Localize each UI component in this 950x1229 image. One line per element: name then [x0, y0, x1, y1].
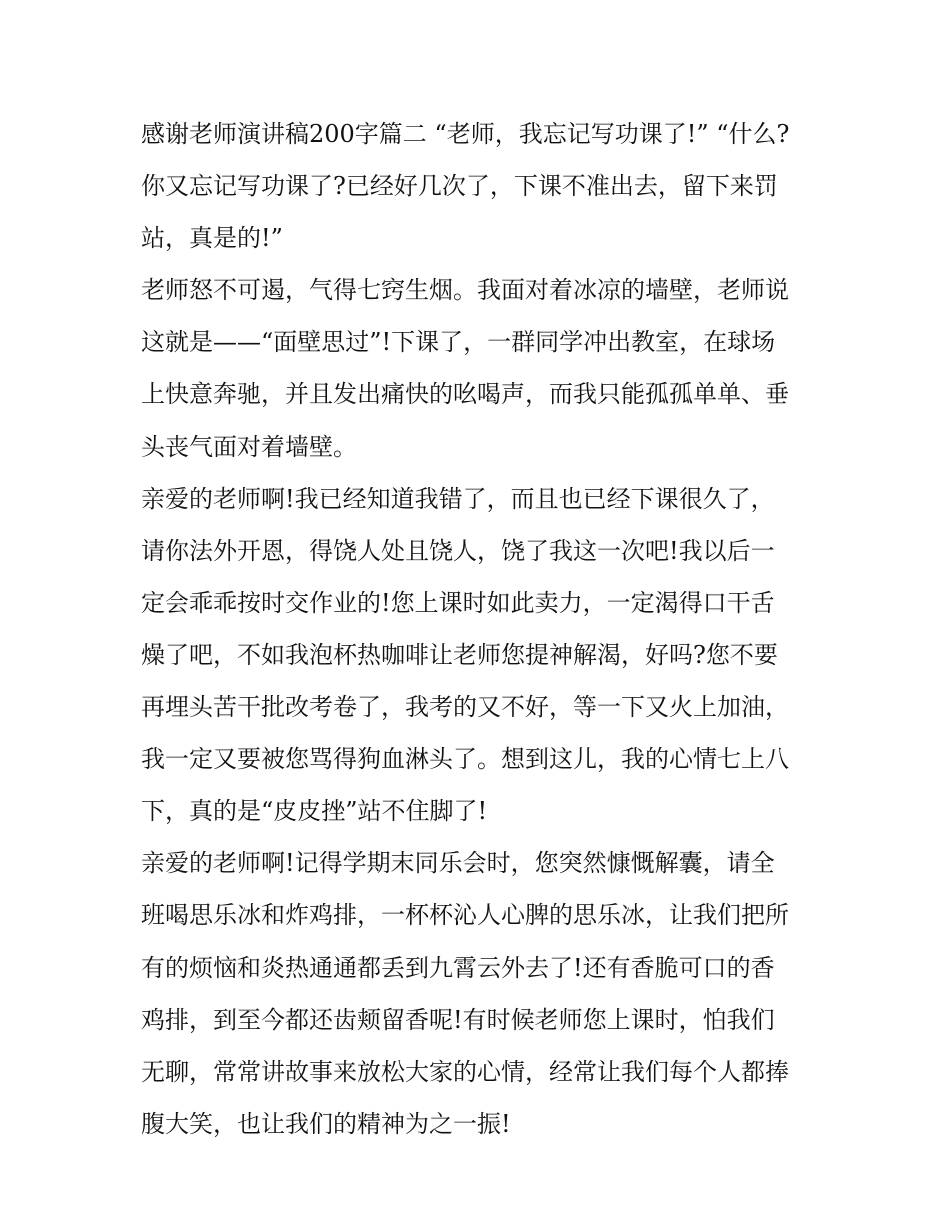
paragraph-2: 老师怒不可遏，气得七窍生烟。我面对着冰凉的墙壁，老师说 这就是——“面壁思过”!下课了，一群同学冲出教室，在球场 上快意奔驰，并且发出痛快的吆喝声，而我只能孤孤单单、垂 头丧气面对着墙壁。 [141, 276, 789, 461]
paragraph-1: 感谢老师演讲稿200字篇二 “老师，我忘记写功课了!” “什么? 你又忘记写功课了?已经好几次了，下课不准出去，留下来罚 站，真是的!” [141, 120, 790, 253]
paragraph-4: 亲爱的老师啊!记得学期末同乐会时，您突然慷慨解囊，请全 班喝思乐冰和炸鸡排，一杯杯沁人心脾的思乐冰，让我们把所 有的烦恼和炎热通通都丢到九霄云外去了!还有香脆可口的香 鸡排，到至今都还齿颊留香呢!有时候老师您上课时，怕我们 无聊，常常讲故事来放松大家的心情，经常让我们每个人都捧 腹大笑，也让我们的精神为之一振! [141, 849, 789, 1138]
paragraph-3: 亲爱的老师啊!我已经知道我错了，而且也已经下课很久了， 请你法外开恩，得饶人处且饶人，饶了我这一次吧!我以后一 定会乖乖按时交作业的!您上课时如此卖力，一定渴得口干舌 燥了吧，不如我泡杯热咖啡让老师您提神解渴，好吗?您不要 再埋头苦干批改考卷了，我考的又不好，等一下又火上加油， 我一定又要被您骂得狗血淋头了。想到这儿，我的心情七上八 下，真的是“皮皮挫”站不住脚了! [141, 484, 789, 826]
document-body [141, 108, 816, 1150]
